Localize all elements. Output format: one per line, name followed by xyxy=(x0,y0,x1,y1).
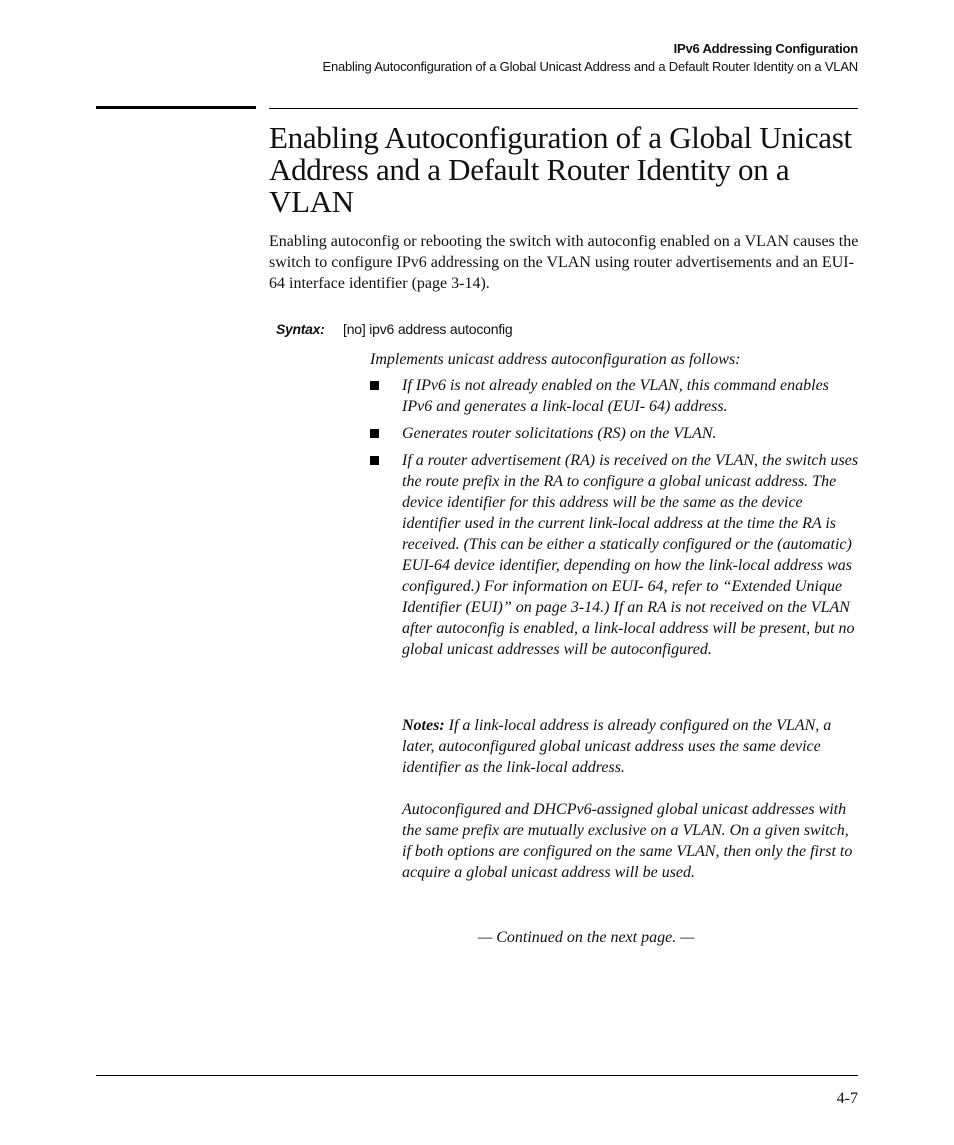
notes-paragraph-2: Autoconfigured and DHCPv6-assigned global unicast addresses with the same prefix are mutually exclusive on a VLAN. On a given switch, if both options are configured on the same VLAN, then only the first to acquire a global unicast address will be used. xyxy=(402,801,853,881)
continued-notice: — Continued on the next page. — xyxy=(478,929,695,946)
list-item-text: Generates router solicitations (RS) on the VLAN. xyxy=(402,425,717,442)
syntax-label: Syntax: xyxy=(276,321,325,337)
notes-paragraph xyxy=(402,715,860,778)
notes-text: If a link-local address is already configured on the VLAN, a later, autoconfigured global unicast address uses the same device identifier as the link-local address. xyxy=(402,717,832,776)
section-rule-thick xyxy=(96,106,256,109)
square-bullet-icon xyxy=(370,381,379,390)
list-item xyxy=(370,423,860,444)
list-item xyxy=(370,450,860,660)
section-rule-thin xyxy=(269,108,858,109)
list-item-text: If a router advertisement (RA) is received on the VLAN, the switch uses the route prefix in the RA to configure a global unicast address. The device identifier for this address will be the same as the device identifier used in the current link-local address at the time the RA is received. (This can be either a statically configured or the (automatic) EUI-64 device identifier, depending on how the link-local address was configured.) For information on EUI- 64, refer to “Extended Unique Identifier (EUI)” on page 3-14.) If an RA is not received on the VLAN after autoconfig is enabled, a link-local address will be present, but no global unicast addresses will be autoconfigured. xyxy=(402,452,859,658)
list-item-text: If IPv6 is not already enabled on the VLAN, this command enables IPv6 and generates a link-local (EUI- 64) address. xyxy=(402,377,829,415)
square-bullet-icon xyxy=(370,429,379,438)
page-title: Enabling Autoconfiguration of a Global Unicast Address and a Default Router Identity on a VLAN xyxy=(269,120,852,219)
footer-rule xyxy=(96,1075,858,1076)
notes-label: Notes: xyxy=(402,717,445,734)
page-number: 4-7 xyxy=(836,1090,858,1107)
square-bullet-icon xyxy=(370,456,379,465)
list-item xyxy=(370,375,860,417)
command-description: Implements unicast address autoconfiguration as follows: xyxy=(370,351,741,368)
syntax-command: [no] ipv6 address autoconfig xyxy=(343,321,513,337)
intro-paragraph: Enabling autoconfig or rebooting the switch with autoconfig enabled on a VLAN causes the switch to configure IPv6 addressing on the VLAN using router advertisements and an EUI-64 interface identifier (page 3-14). xyxy=(269,233,859,292)
running-header-subsection: Enabling Autoconfiguration of a Global Unicast Address and a Default Router Identity on a VLAN xyxy=(322,59,858,74)
running-header-section: IPv6 Addressing Configuration xyxy=(673,41,858,56)
behavior-list xyxy=(370,375,860,666)
